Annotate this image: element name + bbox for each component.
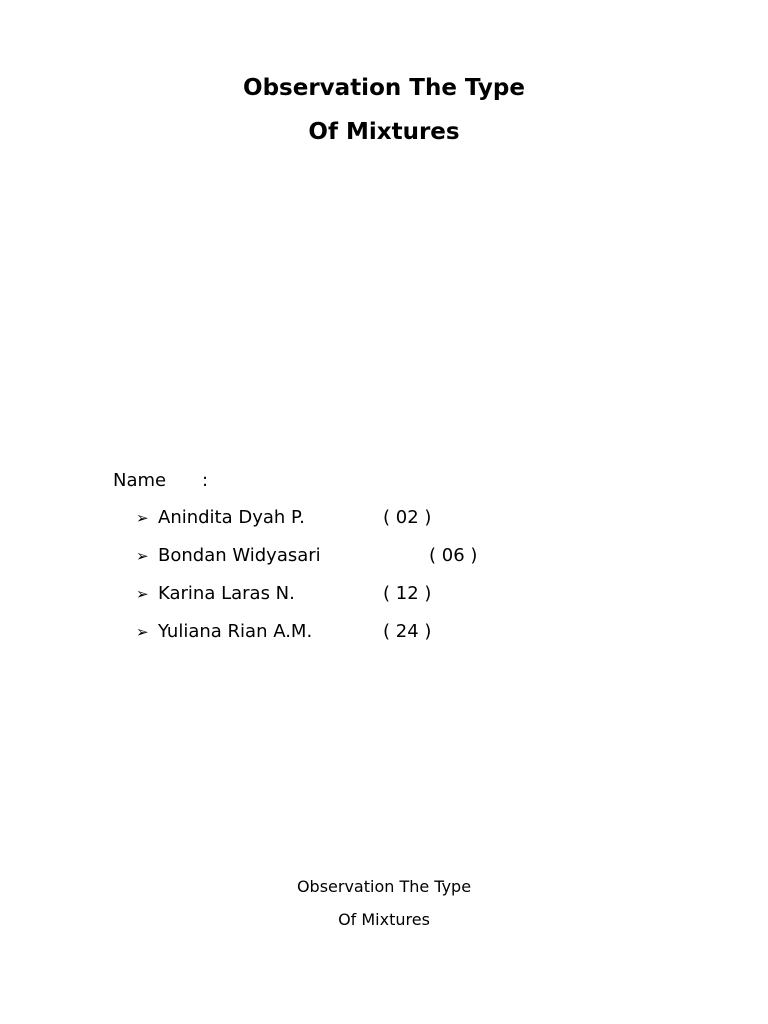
arrow-bullet-icon: ➢ xyxy=(136,623,149,641)
member-number: ( 24 ) xyxy=(383,621,432,642)
name-label: Name xyxy=(113,470,167,491)
arrow-bullet-icon: ➢ xyxy=(136,547,149,565)
member-number: ( 12 ) xyxy=(383,583,432,604)
title-line-1: Observation The Type xyxy=(243,75,525,101)
member-name: Yuliana Rian A.M. xyxy=(158,621,313,642)
footer-line-2: Of Mixtures xyxy=(338,910,430,929)
title-line-2: Of Mixtures xyxy=(308,119,460,145)
member-name: Anindita Dyah P. xyxy=(158,507,305,528)
member-name: Karina Laras N. xyxy=(158,583,295,604)
footer-line-1: Observation The Type xyxy=(296,877,472,896)
name-colon: : xyxy=(202,470,209,491)
member-name: Bondan Widyasari xyxy=(158,545,321,566)
member-number: ( 02 ) xyxy=(383,507,432,528)
arrow-bullet-icon: ➢ xyxy=(136,585,149,603)
arrow-bullet-icon: ➢ xyxy=(136,509,149,527)
member-number: ( 06 ) xyxy=(429,545,478,566)
